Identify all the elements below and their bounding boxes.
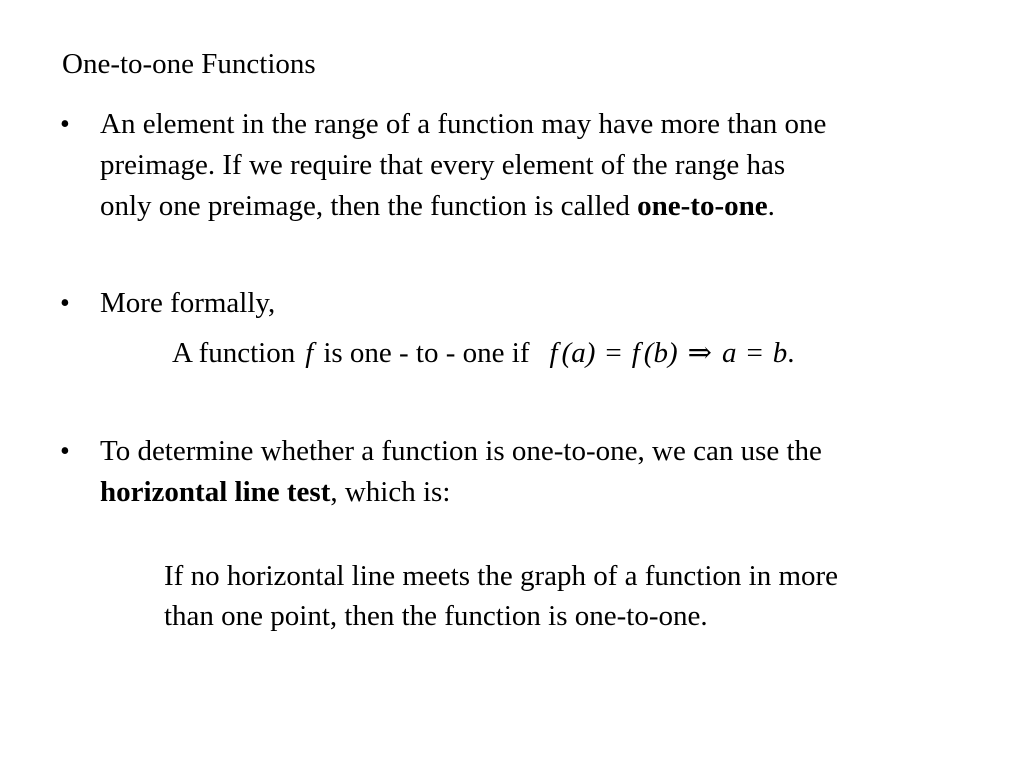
bullet-1-line-3	[100, 186, 990, 227]
bullet-2-text	[100, 283, 990, 324]
bullet-3-line-1: To determine whether a function is one-to-one, we can use the	[100, 435, 822, 467]
formula-f: f	[305, 337, 314, 369]
bullet-2-line-1: More formally,	[100, 287, 276, 319]
formula-var-b: b	[772, 337, 788, 369]
formula-f-of-b-f: f	[631, 337, 640, 369]
formula-one-to-one-definition	[172, 333, 795, 373]
bullet-1-line-2: preimage. If we require that every element of the range has	[100, 149, 786, 181]
bullet-3-text	[100, 431, 990, 513]
formula-period: .	[787, 337, 795, 369]
statement-line-2: than one point, then the function is one-to-one.	[164, 600, 708, 632]
formula-middle: is one - to - one if	[323, 337, 530, 369]
bullet-dot: •	[60, 109, 70, 140]
slide-title: One-to-one Functions	[62, 48, 316, 80]
bullet-1-text	[100, 104, 990, 227]
bullet-3-line-2-rest: , which is:	[330, 476, 451, 508]
statement-line-1: If no horizontal line meets the graph of a function in more	[164, 560, 839, 592]
bullet-3-line-2	[100, 472, 990, 513]
formula-arg-b: (b)	[643, 337, 678, 369]
bullet-1-line-3-text: only one preimage, then the function is called	[100, 190, 638, 222]
bullet-1-period: .	[767, 190, 775, 222]
formula-implies: ⇒	[687, 337, 712, 369]
formula-equals-1: =	[605, 337, 622, 369]
formula-var-a: a	[721, 337, 737, 369]
formula-prefix: A function	[172, 337, 296, 369]
bullet-1-line-1: An element in the range of a function may have more than one	[100, 108, 827, 140]
bullet-dot: •	[60, 436, 70, 467]
bullet-dot: •	[60, 288, 70, 319]
formula-equals-2: =	[746, 337, 763, 369]
formula-arg-a: (a)	[561, 337, 596, 369]
formula-f-of-a-f: f	[549, 337, 558, 369]
bold-term-one-to-one: one-to-one	[637, 190, 768, 222]
bold-term-horizontal-line-test: horizontal line test	[100, 476, 331, 508]
horizontal-line-test-statement	[164, 556, 984, 636]
